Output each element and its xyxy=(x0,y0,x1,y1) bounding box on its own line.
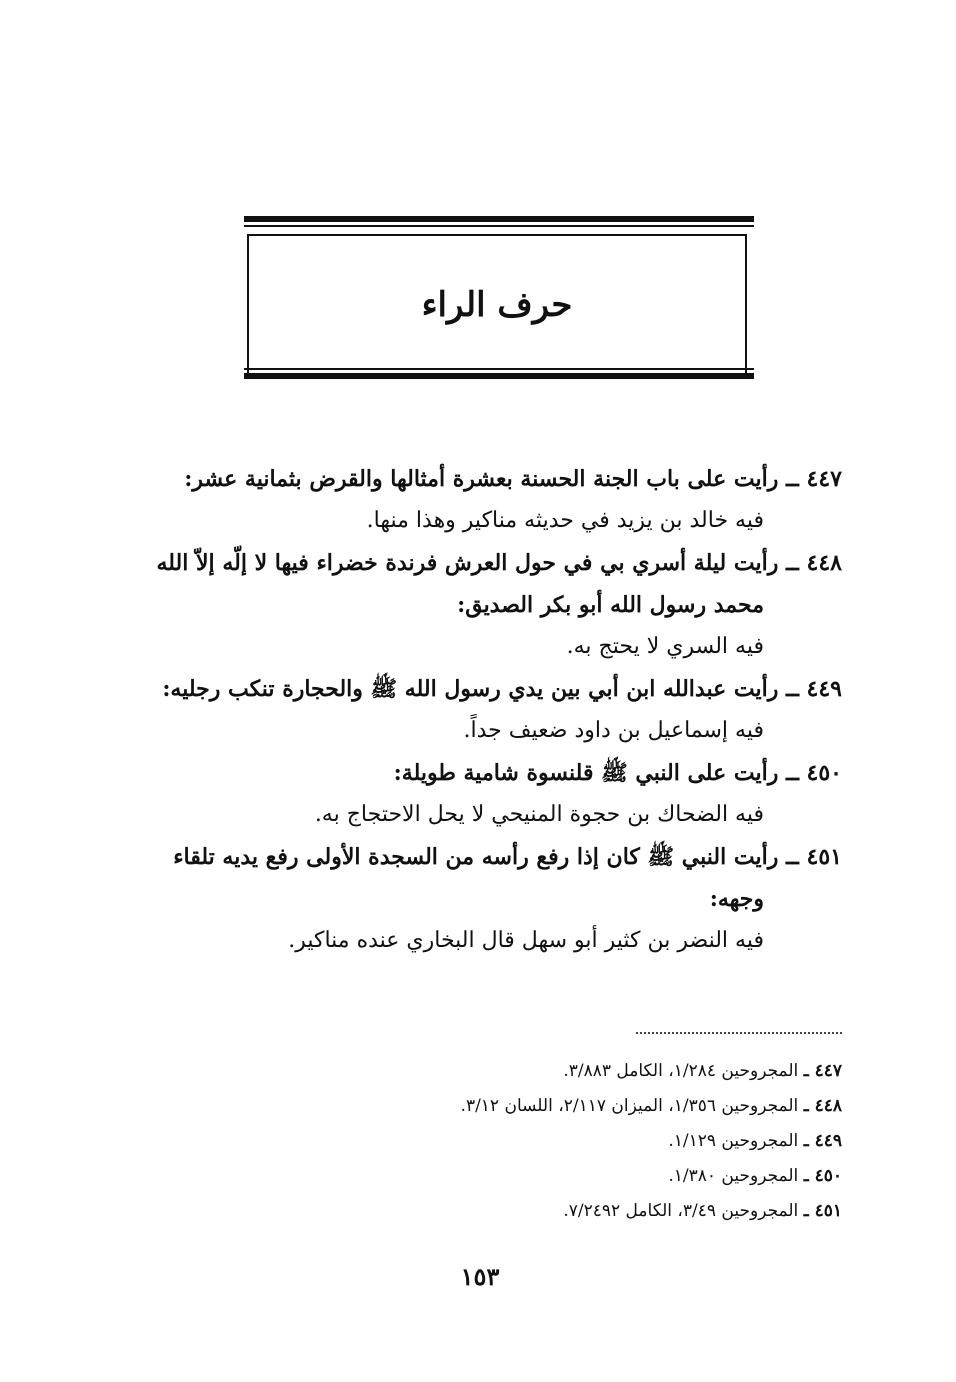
hadith-entry xyxy=(120,458,842,542)
commentary-line: فيه إسماعيل بن داود ضعيف جداً. xyxy=(463,718,764,743)
footnote-text: المجروحين ١/٣٥٦، الميزان ٢/١١٧، اللسان ٣/١٢. xyxy=(460,1096,804,1116)
chapter-title-box xyxy=(247,234,747,376)
hadith-text-line: محمد رسول الله أبو بكر الصديق: xyxy=(457,592,764,618)
hadith-text-line: وجهه: xyxy=(709,886,764,912)
top-thick-rule xyxy=(244,216,754,222)
hadith-entry xyxy=(120,542,842,668)
footnote-text: المجروحين ٣/٤٩، الكامل ٧/٢٤٩٢. xyxy=(563,1201,804,1221)
commentary-line: فيه النضر بن كثير أبو سهل قال البخاري عنده مناكير. xyxy=(288,928,764,953)
footnote-number: ٤٥١ ـ xyxy=(803,1201,842,1221)
hadith-entry xyxy=(120,668,842,752)
footnote-text: المجروحين ١/١٢٩. xyxy=(668,1131,804,1151)
footnote-item xyxy=(300,1054,842,1089)
hadith-text-line: ٤٤٩ ــ رأيت عبدالله ابن أبي بين يدي رسول الله ﷺ والحجارة تنكب رجليه: xyxy=(162,676,842,702)
footnote-item xyxy=(300,1089,842,1124)
footnote-item xyxy=(300,1159,842,1194)
footnote-number: ٤٥٠ ـ xyxy=(803,1166,842,1186)
hadith-entry xyxy=(120,752,842,836)
footnote-item xyxy=(300,1194,842,1229)
footnote-number: ٤٤٩ ـ xyxy=(803,1131,842,1151)
footnote-text: المجروحين ١/٣٨٠. xyxy=(668,1166,804,1186)
footnotes xyxy=(300,1054,842,1229)
bottom-thin-rule xyxy=(244,368,754,370)
hadith-entry xyxy=(120,836,842,962)
hadith-text-line: ٤٤٧ ــ رأيت على باب الجنة الحسنة بعشرة أمثالها والقرض بثمانية عشر: xyxy=(184,466,842,492)
commentary-line: فيه الضحاك بن حجوة المنيحي لا يحل الاحتجاج به. xyxy=(314,802,764,827)
chapter-heading-frame xyxy=(244,216,754,386)
hadith-text-line: ٤٤٨ ــ رأيت ليلة أسري بي في حول العرش فرندة خضراء فيها لا إلّه إلاّ الله xyxy=(156,550,842,576)
commentary-line: فيه السري لا يحتج به. xyxy=(566,634,764,659)
hadith-text-line: ٤٥٠ ــ رأيت على النبي ﷺ قلنسوة شامية طويلة: xyxy=(393,760,842,786)
top-thin-rule xyxy=(244,225,754,227)
bottom-thick-rule xyxy=(244,373,754,379)
footnote-item xyxy=(300,1124,842,1159)
hadith-entries xyxy=(120,458,842,962)
footnote-separator xyxy=(636,1032,842,1036)
footnote-number: ٤٤٨ ـ xyxy=(803,1096,842,1116)
hadith-text-line: ٤٥١ ــ رأيت النبي ﷺ كان إذا رفع رأسه من السجدة الأولى رفع يديه تلقاء xyxy=(173,844,842,870)
page-number: ١٥٣ xyxy=(460,1262,500,1291)
footnote-text: المجروحين ١/٢٨٤، الكامل ٣/٨٨٣. xyxy=(563,1061,804,1081)
footnote-number: ٤٤٧ ـ xyxy=(803,1061,842,1081)
commentary-line: فيه خالد بن يزيد في حديثه مناكير وهذا منها. xyxy=(366,508,764,533)
chapter-title: حرف الراء xyxy=(421,285,573,325)
